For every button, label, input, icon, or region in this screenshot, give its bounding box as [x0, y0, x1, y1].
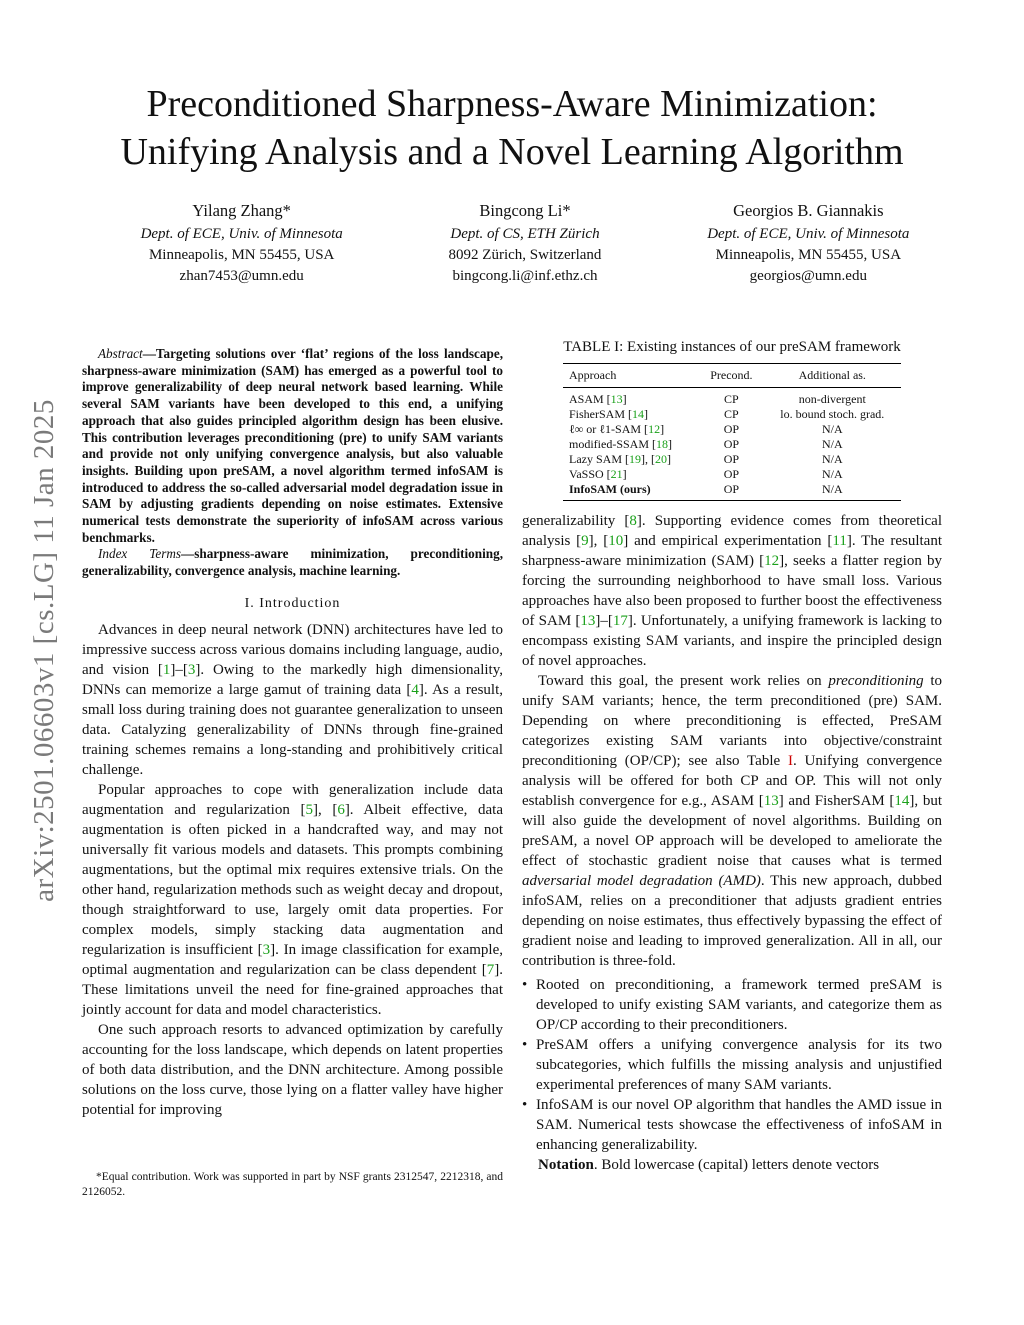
abstract: [82, 346, 503, 546]
citation-link[interactable]: 13: [580, 613, 596, 629]
table-cell-precond: CP: [724, 392, 739, 406]
intro-paragraph-2: Popular approaches to cope with generalization include data augmentation and regularization [5], [6]. Albeit effective, data augmentation is often picked in a handcrafted way, and may not universally fit various models and datasets. This prompts combining augmentations, but the optimal mix requires extensive trials. On the other hand, regularization methods such as weight decay and dropout, though straightforward to use, largely omit data properties. For complex models, simply stacking data augmentation and regularization is insufficient [3]. In image classification for example, optimal augmentation and regularization can be class dependent [7]. These limitations unveil the need for fine-grained approaches that jointly account for data and model characteristics.: [82, 781, 504, 1018]
citation-link[interactable]: 17: [612, 613, 628, 629]
citation-link[interactable]: 4: [411, 681, 419, 698]
table-row: [563, 437, 901, 452]
author-dept: Dept. of ECE, Univ. of Minnesota: [140, 226, 343, 242]
intro-paragraph-3: One such approach resorts to advanced optimization by carefully accounting for the loss landscape, which depends on latent properties of both data distribution, and the DNN architecture. Among possible solutions on the loss curve, those lying on a flatter valley have higher potential for improving: [82, 1021, 503, 1118]
citation-link[interactable]: 9: [581, 533, 589, 549]
author-name: Georgios B. Giannakis: [733, 201, 884, 220]
author-email: bingcong.li@inf.ethz.ch: [452, 268, 598, 284]
author-dept: Dept. of CS, ETH Zürich: [450, 226, 600, 242]
citation-link[interactable]: 6: [337, 801, 345, 818]
table-cell-additional: N/A: [821, 467, 843, 481]
paper-title: [60, 80, 964, 176]
author-dept: Dept. of ECE, Univ. of Minnesota: [707, 226, 910, 242]
table-cell-additional: N/A: [821, 452, 843, 466]
table-cell-precond: OP: [723, 452, 740, 466]
table-row: [563, 452, 901, 467]
author-name: Bingcong Li*: [479, 201, 571, 220]
table-cell-additional: N/A: [821, 437, 843, 451]
table-header-cell: Precond.: [699, 364, 763, 388]
table-cell-approach: ASAM [13]: [569, 392, 627, 406]
contribution-list: [522, 975, 942, 1155]
right-paragraph-2: Toward this goal, the present work relies on preconditioning to unify SAM variants; hence, the term preconditioned (pre) SAM. Depending on where preconditioning is effected, PreSAM categorizes existing SAM variants into objective/constraint preconditioning (OP/CP); see also Table I. Unifying convergence analysis will be offered for both CP and OP. This will not only establish convergence for e.g., ASAM [13] and FisherSAM [14], but will also guide the development of novel algorithms. Building on preSAM, a novel OP approach will be developed to ameliorate the effect of stochastic gradient noise that causes what is termed adversarial model degradation (AMD). This new approach, dubbed infoSAM, relies on a preconditioner that adjusts gradient entries depending on noise estimates, thus effectively bypassing the effect of gradient noise and leading to improved generalization. All in all, our contribution is three-fold.: [522, 673, 942, 969]
citation-link[interactable]: 12: [764, 553, 780, 569]
table-row: [563, 422, 901, 437]
table-cell-additional: non-divergent: [798, 392, 866, 406]
table-cell-precond: OP: [723, 467, 740, 481]
citation-link[interactable]: 11: [832, 533, 847, 549]
author-address: Minneapolis, MN 55455, USA: [148, 247, 335, 263]
title-line-1: Preconditioned Sharpness-Aware Minimization:: [146, 83, 878, 125]
table-cell-approach: modified-SSAM [18]: [569, 437, 672, 451]
intro-paragraph-1: Advances in deep neural network (DNN) architectures have led to impressive success across various domains including language, audio, and vision [1]–[3]. Owing to the markedly high dimensionality, DNNs can memorize a large gamut of training data [4]. As a result, small loss during training does not guarantee generalization to unseen data. Catalyzing generalizability of DNNs through fine-grained training schemes remains a long-standing and prohibitively critical challenge.: [82, 621, 503, 778]
citation-link[interactable]: 10: [608, 533, 624, 549]
citation-link[interactable]: 18: [656, 437, 668, 451]
citation-link[interactable]: 3: [187, 661, 196, 678]
citation-link[interactable]: 3: [262, 941, 271, 958]
table-header-cell: Additional as.: [764, 364, 901, 388]
citation-link[interactable]: 20: [655, 452, 667, 466]
citation-link[interactable]: 21: [610, 467, 623, 481]
table-header-cell: Approach: [563, 364, 699, 388]
author-3: [667, 200, 950, 287]
author-address: 8092 Zürich, Switzerland: [448, 247, 602, 263]
author-2: [383, 200, 666, 287]
list-item: • Rooted on preconditioning, a framework termed preSAM is developed to unify existing SAM variants, and categorize them as OP/CP according to their preconditioners.: [522, 975, 942, 1035]
table-row: [563, 388, 901, 408]
right-paragraph-1: generalizability [8]. Supporting evidence comes from theoretical analysis [9], [10] and empirical experimentation [11]. The resultant sharpness-aware minimization (SAM) [12], seeks a flatter region by forcing the surrounding neighborhood to have small loss. Various approaches have also been proposed to further boost the effectiveness of SAM [13]–[17]. Unfortunately, a unifying framework is lacking to encompass existing SAM variants, and inspire the principled design of novel approaches.: [522, 513, 942, 669]
list-item: • PreSAM offers a unifying convergence analysis for its two subcategories, which fulfills the missing analysis and unjustified experimental preferences of many SAM variants.: [522, 1035, 942, 1095]
citation-link[interactable]: 14: [632, 407, 645, 421]
citation-link[interactable]: 1: [162, 661, 171, 678]
table-cell-approach: InfoSAM (ours): [563, 482, 699, 501]
table-header-row: [563, 364, 901, 388]
table-cell-approach: FisherSAM [14]: [569, 407, 649, 421]
table-cell-approach: ℓ∞ or ℓ1-SAM [12]: [569, 422, 665, 436]
table-cell-approach: Lazy SAM [19], [20]: [569, 452, 671, 466]
table-cell-precond: CP: [724, 407, 739, 421]
table-row: [563, 467, 901, 482]
author-email: georgios@umn.edu: [749, 268, 867, 284]
citation-link[interactable]: 12: [648, 422, 661, 436]
notation-label: Notation: [538, 1157, 594, 1173]
citation-link[interactable]: 13: [763, 793, 779, 809]
index-terms-text: —sharpness-aware minimization, preconditioning, generalizability, convergence analysis, machine learning.: [82, 546, 503, 579]
table-caption: TABLE I: Existing instances of our preSAM framework: [563, 339, 901, 355]
citation-link[interactable]: 7: [486, 961, 495, 978]
list-item: • InfoSAM is our novel OP algorithm that handles the AMD issue in SAM. Numerical tests showcase the effectiveness of infoSAM in enhancing generalizability.: [522, 1095, 942, 1155]
citation-link[interactable]: 8: [629, 513, 637, 529]
abstract-label: Abstract: [98, 346, 143, 361]
footnote-text: *Equal contribution. Work was supported in part by NSF grants 2312547, 2212318, and 2126052.: [82, 1171, 503, 1198]
author-email: zhan7453@umn.edu: [179, 268, 304, 284]
footnote: [82, 1170, 503, 1200]
notation-paragraph: [522, 1155, 942, 1175]
table-row: [563, 407, 901, 422]
table-cell-precond: OP: [699, 482, 763, 501]
author-block: [100, 200, 950, 287]
author-name: Yilang Zhang*: [192, 201, 291, 220]
presam-instances-table: [563, 363, 901, 501]
table-row: [563, 482, 901, 501]
index-terms: [82, 546, 503, 579]
table-cell-additional: N/A: [764, 482, 901, 501]
author-1: [100, 200, 383, 287]
table-cell-additional: lo. bound stoch. grad.: [780, 407, 885, 421]
table-cell-additional: N/A: [821, 422, 843, 436]
abstract-text: —Targeting solutions over ‘flat’ regions of the loss landscape, sharpness-aware minimization (SAM) has emerged as a powerful tool to improve generalizability of deep neural network based learning. While several SAM variants have been developed to this end, a unifying approach that also guides principled algorithm design has been elusive. This contribution leverages preconditioning (pre) to unify SAM variants and provide not only unifying convergence analysis, but also valuable insights. Building upon preSAM, a novel algorithm termed infoSAM is introduced to address the so-called adversarial model degradation issue in SAM by adjusting gradients depending on noise estimates. Extensive numerical tests demonstrate the superiority of infoSAM across various benchmarks.: [82, 346, 503, 545]
notation-text: . Bold lowercase (capital) letters denote vectors: [593, 1157, 880, 1173]
citation-link[interactable]: 14: [894, 793, 910, 809]
citation-link[interactable]: 5: [305, 801, 313, 818]
table-cell-approach: VaSSO [21]: [569, 467, 627, 481]
table-cell-precond: OP: [723, 422, 740, 436]
author-address: Minneapolis, MN 55455, USA: [715, 247, 902, 263]
index-terms-label: Index Terms: [98, 546, 182, 562]
section-heading-introduction: I. Introduction: [244, 595, 341, 611]
arxiv-identifier: [10, 360, 78, 940]
table-reference-link[interactable]: I: [787, 753, 793, 769]
right-column: [522, 337, 942, 1175]
table-cell-precond: OP: [723, 437, 740, 451]
citation-link[interactable]: 13: [610, 392, 623, 406]
citation-link[interactable]: 19: [629, 452, 641, 466]
title-line-2: Unifying Analysis and a Novel Learning Algorithm: [120, 131, 904, 173]
arxiv-id-text: arXiv:2501.06603v1 [cs.LG] 11 Jan 2025: [27, 398, 60, 902]
left-column: [82, 346, 503, 1120]
